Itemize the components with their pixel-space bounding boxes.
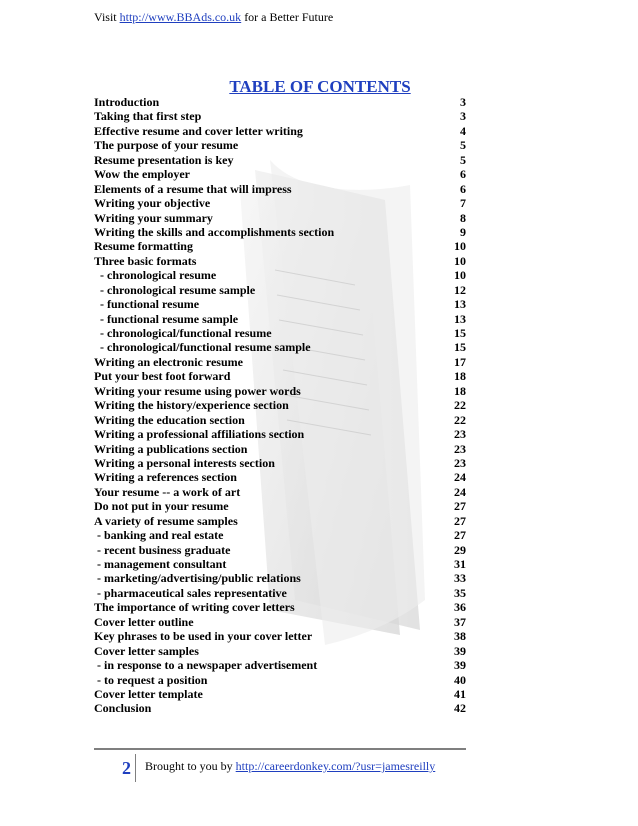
- toc-entry-page: 9: [460, 224, 466, 239]
- toc-entry[interactable]: [94, 629, 466, 643]
- toc-entry[interactable]: [94, 355, 466, 369]
- toc-entry-page: 10: [454, 268, 466, 283]
- toc-entry-page: 7: [460, 196, 466, 211]
- toc-entry-page: 4: [460, 123, 466, 138]
- toc-entry-label: Writing a publications section: [94, 441, 248, 456]
- toc-entry-label: Writing your objective: [94, 196, 211, 211]
- header-link[interactable]: http://www.BBAds.co.uk: [119, 10, 242, 24]
- toc-entry-page: 18: [454, 369, 466, 384]
- toc-entry[interactable]: [94, 297, 466, 311]
- toc-entry-label: Writing the education section: [94, 412, 245, 427]
- credit-prefix: Brought to you by: [145, 759, 236, 773]
- toc-entry-page: 15: [454, 340, 466, 355]
- toc-entry-label: - marketing/advertising/public relations: [94, 571, 301, 586]
- toc-entry-page: 24: [454, 484, 466, 499]
- toc-entry-page: 42: [454, 701, 466, 716]
- toc-entry[interactable]: [94, 514, 466, 528]
- toc-entry[interactable]: [94, 340, 466, 354]
- toc-entry-page: 23: [454, 427, 466, 442]
- toc-entry-page: 22: [454, 398, 466, 413]
- toc-entry-page: 29: [454, 542, 466, 557]
- header-suffix: for a Better Future: [241, 10, 334, 24]
- toc-entry-page: 23: [454, 441, 466, 456]
- credit-link[interactable]: http://careerdonkey.com/?usr=jamesreilly: [235, 759, 436, 773]
- toc-entry-label: Resume presentation is key: [94, 152, 234, 167]
- toc-entry[interactable]: [94, 413, 466, 427]
- toc-entry[interactable]: [94, 384, 466, 398]
- toc-entry-page: 6: [460, 181, 466, 196]
- toc-entry-label: - banking and real estate: [94, 528, 224, 543]
- toc-entry-page: 12: [454, 282, 466, 297]
- toc-entry-label: - management consultant: [94, 557, 227, 571]
- toc-entry-page: 6: [460, 167, 466, 182]
- toc-entry[interactable]: [94, 701, 466, 715]
- toc-entry-page: 13: [454, 311, 466, 326]
- toc-entry-page: 39: [454, 658, 466, 673]
- toc-entry-label: - chronological resume sample: [94, 282, 256, 297]
- toc-entry-page: 38: [454, 629, 466, 644]
- toc-entry-label: Resume formatting: [94, 239, 193, 254]
- toc-entry-page: 27: [454, 499, 466, 514]
- toc-entry-label: Writing an electronic resume: [94, 354, 243, 369]
- toc-entry-label: Writing a personal interests section: [94, 455, 275, 470]
- toc-entry-label: Writing the skills and accomplishments section: [94, 224, 335, 239]
- toc-entry-page: 27: [454, 513, 466, 528]
- toc-entry-page: 15: [454, 326, 466, 340]
- toc-entry-page: 33: [454, 571, 466, 586]
- toc-entry[interactable]: [94, 124, 466, 138]
- toc-entry-page: 27: [454, 528, 466, 543]
- toc-entry[interactable]: [94, 167, 466, 181]
- toc-entry[interactable]: [94, 398, 466, 412]
- toc-entry-label: - recent business graduate: [94, 542, 231, 557]
- toc-entry-page: 31: [454, 557, 466, 571]
- toc-entry-page: 35: [454, 585, 466, 600]
- toc-entry[interactable]: [94, 687, 466, 701]
- toc-entry-label: The purpose of your resume: [94, 138, 239, 153]
- toc-entry[interactable]: [94, 673, 466, 687]
- toc-entry[interactable]: [94, 153, 466, 167]
- toc-entry-page: 3: [460, 95, 466, 109]
- toc-entry-page: 36: [454, 600, 466, 615]
- toc-entry-page: 40: [454, 672, 466, 687]
- toc-entry[interactable]: [94, 571, 466, 585]
- toc-entry[interactable]: [94, 196, 466, 210]
- toc-entry[interactable]: [94, 182, 466, 196]
- toc-entry-page: 8: [460, 210, 466, 225]
- toc-entry[interactable]: [94, 268, 466, 282]
- toc-title: TABLE OF CONTENTS: [229, 77, 411, 96]
- toc-entry-label: Writing a professional affiliations section: [94, 427, 305, 442]
- toc-entry-label: Writing your resume using power words: [94, 383, 301, 398]
- toc-entry[interactable]: [94, 138, 466, 152]
- toc-entry[interactable]: [94, 254, 466, 268]
- toc-entry-page: 3: [460, 109, 466, 124]
- page-footer: [94, 748, 466, 784]
- toc-entry-label: Your resume -- a work of art: [94, 484, 241, 499]
- toc-entry[interactable]: [94, 485, 466, 499]
- toc-entry-label: Do not put in your resume: [94, 499, 229, 514]
- toc-entry[interactable]: [94, 95, 466, 109]
- toc-entry-page: 5: [460, 138, 466, 153]
- toc-entry-label: Wow the employer: [94, 167, 190, 182]
- toc-entry[interactable]: [94, 600, 466, 614]
- toc-entry[interactable]: [94, 326, 466, 340]
- toc-entry[interactable]: [94, 499, 466, 513]
- toc-entry-label: Writing the history/experience section: [94, 398, 289, 413]
- page-header: [94, 10, 333, 24]
- toc-entry[interactable]: [94, 109, 466, 123]
- toc-entry-page: 10: [454, 239, 466, 254]
- toc-entry-label: - chronological resume: [94, 268, 217, 283]
- toc-entry-label: - in response to a newspaper advertisement: [94, 658, 318, 673]
- toc-entry-label: Conclusion: [94, 701, 152, 716]
- toc-entry[interactable]: [94, 211, 466, 225]
- toc-entry[interactable]: [94, 225, 466, 239]
- toc-entry-page: 10: [454, 253, 466, 268]
- toc-entry-label: Writing your summary: [94, 210, 213, 225]
- toc-entry[interactable]: [94, 543, 466, 557]
- toc-entry-label: Put your best foot forward: [94, 369, 231, 384]
- toc-entry[interactable]: [94, 528, 466, 542]
- toc-list: [94, 95, 466, 716]
- toc-entry[interactable]: [94, 470, 466, 484]
- toc-entry-label: - chronological/functional resume: [94, 326, 272, 340]
- toc-entry-label: Effective resume and cover letter writing: [94, 123, 303, 138]
- toc-entry-page: 13: [454, 297, 466, 312]
- toc-entry[interactable]: [94, 658, 466, 672]
- toc-entry-label: - functional resume: [94, 297, 200, 312]
- toc-entry[interactable]: [94, 456, 466, 470]
- toc-entry-page: 24: [454, 470, 466, 485]
- toc-entry-label: Three basic formats: [94, 253, 197, 268]
- toc-entry[interactable]: [94, 283, 466, 297]
- toc-entry-page: 17: [454, 354, 466, 369]
- toc-entry-label: Taking that first step: [94, 109, 202, 124]
- toc-entry-label: A variety of resume samples: [94, 513, 238, 528]
- toc-entry[interactable]: [94, 369, 466, 383]
- toc-entry-label: Key phrases to be used in your cover letter: [94, 629, 313, 644]
- toc-entry-page: 22: [454, 412, 466, 427]
- page-number: 2: [94, 754, 136, 782]
- toc-entry-label: The importance of writing cover letters: [94, 600, 295, 615]
- toc-entry[interactable]: [94, 312, 466, 326]
- toc-entry-label: Cover letter outline: [94, 614, 194, 629]
- toc-entry[interactable]: [94, 442, 466, 456]
- footer-credit: [145, 759, 435, 774]
- toc-entry-page: 23: [454, 455, 466, 470]
- toc-entry-page: 39: [454, 643, 466, 658]
- toc-entry-label: - functional resume sample: [94, 311, 239, 326]
- toc-entry-label: - chronological/functional resume sample: [94, 340, 311, 355]
- toc-entry[interactable]: [94, 239, 466, 253]
- toc-entry-page: 18: [454, 383, 466, 398]
- toc-entry-label: - to request a position: [94, 672, 208, 687]
- toc-entry-label: Cover letter samples: [94, 643, 199, 658]
- toc-entry-label: Elements of a resume that will impress: [94, 181, 292, 196]
- toc-entry-page: 37: [454, 614, 466, 629]
- header-prefix: Visit: [94, 10, 120, 24]
- toc-entry-page: 41: [454, 686, 466, 701]
- toc-entry[interactable]: [94, 427, 466, 441]
- toc-entry-label: Cover letter template: [94, 686, 203, 701]
- toc-entry-label: Writing a references section: [94, 470, 237, 485]
- toc-entry-page: 5: [460, 152, 466, 167]
- toc-entry[interactable]: [94, 644, 466, 658]
- toc-entry-label: Introduction: [94, 95, 160, 109]
- toc-entry[interactable]: [94, 557, 466, 571]
- toc-entry[interactable]: [94, 615, 466, 629]
- toc-entry-label: - pharmaceutical sales representative: [94, 585, 287, 600]
- toc-entry[interactable]: [94, 586, 466, 600]
